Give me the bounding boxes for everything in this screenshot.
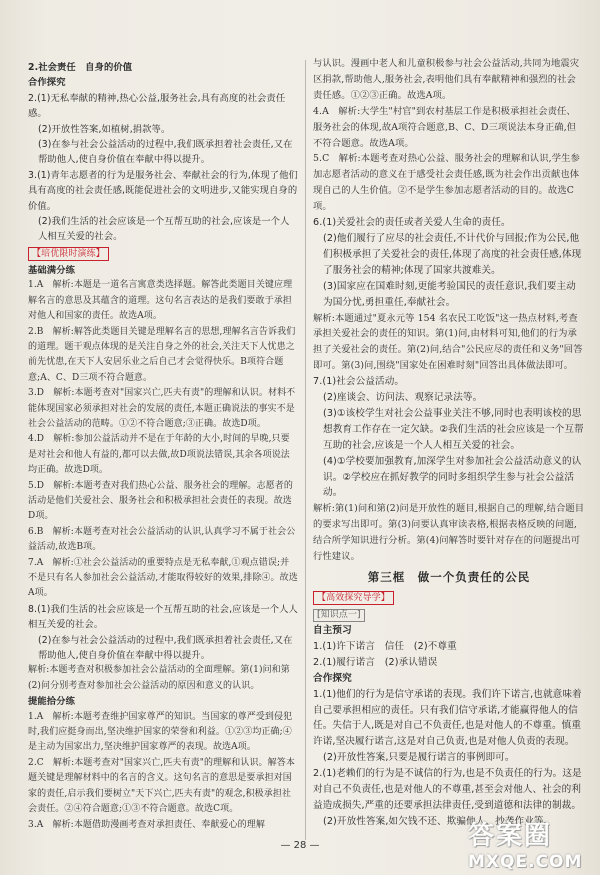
left-paragraph: 2.C 解析:本题考查对"国家兴亡,匹夫有责"的理解和认识。解答本题关键是理解材料中的名言的含义。这句名言的意思是要承担对国家的责任,启示我们要树立"天下兴亡,匹夫有责"的观念,积极承担社会责任。②④符合题意;①③不符合题意。故选C项。	[28, 757, 295, 815]
left-paragraph: 5.D 解析:本题考查对我们热心公益、服务社会的理解。志愿者的活动是他们关爱社会、服务社会和积极承担社会责任的表现。故选D项。	[28, 480, 293, 522]
left-paragraph: 3.A 解析:本题借助漫画考查对承担责任、奉献爱心的理解	[28, 819, 265, 830]
left-paragraph: 1.A 解析:本题是一道名言寓意类选择题。解答此类题目关键应理解名言的意思及其蕴含的道理。这句名言表达的是我们要敢于承担对他人和国家的责任。故选A项。	[28, 280, 293, 322]
left-paragraph: 7.A 解析:①社会公益活动的重要特点是无私奉献,①观点错误;并不是只有名人参加社会公益活动,才能取得较好的效果,排除④。故选A项。	[28, 557, 298, 599]
watermark-line1: 答案圈	[468, 821, 553, 851]
right-paragraph: 解析:第(1)问和第(2)问是开放性的题目,根据自己的理解,结合题目的要求写出即可。第(3)问要认真审读表格,根据表格反映的问题,结合所学知识进行分析。第(4)问解答时要针对存在的问题提出可行性建议。	[313, 503, 585, 563]
left-paragraph: 6.B 解析:本题考查对社会公益活动的认识,认真学习不属于社会公益活动,故选B项。	[28, 526, 296, 553]
right-paragraph: 1.(1)他们的行为是信守承诺的表现。我们许下诺言,也就意味着自己要承担相应的责任。只有我们信守承诺,才能赢得他人的信任。失信于人,既是对自己不负责任,也是对他人的不尊重。慎重许诺,坚决履行诺言,这是对自己负责,也是对他人负责的表现。	[313, 688, 582, 748]
left-paragraph: 3.(1)青年志愿者的行为是服务社会、奉献社会的行为,体现了他们具有高度的社会责任感,既能促进社会的文明进步,又能实现自身的价值。	[28, 169, 298, 212]
left-paragraph: 提能拾分练	[28, 696, 75, 708]
section-banner: 【培优限时演练】	[28, 247, 109, 261]
left-paragraph: 基础满分练	[28, 264, 75, 276]
left-paragraph: (3)在参与社会公益活动的过程中,我们既承担着社会责任,又在帮助他人,使自身价值在奉献中得以提升。	[38, 139, 293, 166]
left-paragraph: 1.A 解析:本题考查维护国家尊严的知识。当国家的尊严受到侵犯时,我们应挺身而出,坚决维护国家的荣誉和利益。①②③均正确;④是主动为国家出力,坚决维护国家尊严的表现。故选A项。	[28, 711, 293, 753]
right-paragraph: 与认识。漫画中老人和儿童积极参与社会公益活动,共同为地震灾区捐款,帮助他人,服务社会,表明他们具有奉献精神和强烈的社会责任感。①②③正确。故选A项。	[313, 58, 580, 101]
right-paragraph: 合作探究	[313, 672, 352, 684]
right-paragraph: (2)他们履行了应尽的社会责任,不计代价与回报;作为公民,他们积极承担了关爱社会的责任,体现了高度的社会责任感,体现了服务社会的精神;体现了国家共渡难关。	[323, 232, 582, 276]
right-paragraph: 1.(1)许下诺言 信任 (2)不尊重	[313, 640, 457, 652]
right-paragraph: (3)①该校学生对社会公益事业关注不够,同时也表明该校的思想教育工作存在一定欠缺。②我们生活的社会应该是一个互帮互助的社会,应该是一个人人相互关爱的社会。	[323, 407, 584, 451]
left-paragraph: (2)开放性答案,如植树,捐款等。	[38, 123, 171, 135]
right-paragraph: 4.A 解析:大学生"村官"到农村基层工作是积极承担社会责任、服务社会的体现,故A项符合题意,B、C、D三项说法本身正确,但不符合题意。故选A项。	[313, 105, 577, 149]
watermark-line2: MXQE.COM	[468, 852, 583, 872]
left-paragraph	[28, 245, 298, 263]
right-paragraph: 2.(1)履行诺言 (2)承认错误	[313, 656, 438, 668]
page-number: — 28 —	[280, 840, 320, 851]
right-paragraph: 5.C 解析:本题考查对热心公益、服务社会的理解和认识,学生参加志愿者活动的意义在于感受社会责任感,既为社会作出贡献也体现自己的人生价值。②不是学生参加志愿者活动的目的。故选C项。	[313, 153, 580, 213]
left-column	[28, 60, 298, 833]
left-paragraph: (2)在参与社会公益活动的过程中,我们既承担着社会责任,又在帮助他人,使自身价值在奉献中得以提升。	[38, 634, 293, 662]
right-paragraph: (2)开放性答案,只要是履行诺言的事例即可。	[323, 752, 515, 764]
knowledge-tag: [知识点一]	[313, 609, 365, 622]
left-paragraph: 合作探究	[28, 77, 66, 89]
left-paragraph: (2)我们生活的社会应该是一个互帮互助的社会,应该是一个人人相互关爱的社会。	[38, 216, 290, 243]
right-paragraph	[313, 589, 585, 607]
right-paragraph: 第三框 做一个负责任的公民	[367, 570, 531, 584]
left-paragraph: 8.(1)我们生活的社会应该是一个互帮互助的社会,应该是一个人人相互关爱的社会。	[28, 603, 298, 631]
right-paragraph: (4)①学校要加强教育,加深学生对参加社会公益活动意义的认识。②学校应在抓好教学的同时多组织学生参与社会公益活动。	[323, 455, 582, 499]
right-paragraph: (2)开放性答案,如欠钱不还、欺骗他人、抄袭作业等。	[323, 815, 554, 827]
right-paragraph: 自主预习	[313, 625, 352, 636]
right-paragraph: (2)座谈会、访问法、观察记录法等。	[323, 392, 483, 404]
section-banner: 【高效探究导学】	[313, 591, 394, 605]
left-paragraph: 解析:本题考查对积极参加社会公益活动的全面理解。第(1)问和第(2)问分别考查对参加社会公益活动的原因和意义的认识。	[28, 665, 290, 691]
left-paragraph: 2.B 解析:解答此类题目关键是理解名言的思想,理解名言告诉我们的道理。题干观点体现的是关注自身之外的社会,关注天下人忧患之前先忧患,在天下人安居乐业之后自己才会觉得快乐。B项符合题意;A、C、D三项不符合题意。	[28, 326, 296, 383]
left-paragraph: 2.(1)无私奉献的精神,热心公益,服务社会,具有高度的社会责任感。	[28, 92, 286, 120]
left-paragraph: 3.D 解析:本题考查对"国家兴亡,匹夫有责"的理解和认识。材料不能体现国家必须承担对社会的发展的责任,本题正确说法的事实不是社会公益活动的范畴。①②不符合题意;③正确。故选D项。	[28, 388, 296, 429]
right-paragraph: 7.(1)社会公益活动。	[313, 376, 405, 388]
right-paragraph: (3)国家应在国难时刻,更能考验国民的责任意识,我们要主动为国分忧,勇担重任,奉献社会。	[323, 280, 576, 308]
left-paragraph: 2.社会责任 自身的价值	[28, 62, 133, 73]
right-paragraph: 2.(1)老赖们的行为是不诚信的行为,也是不负责任的行为。这是对自己不负责任,也是对他人的不尊重,甚至会对他人、社会的利益造成损失,严重的还要承担法律责任,受到道德和法律的制裁。	[313, 768, 582, 811]
left-paragraph: 4.D 解析:参加公益活动并不是在于年龄的大小,时间的早晚,只要是对社会和他人有益的,都可以去做,故D项说法错误,其余各项说法均正确。故选D项。	[28, 434, 290, 476]
right-paragraph: 解析:本题通过"夏永元等 154 名农民工吃饭"这一热点材料,考查承担关爱社会的责任的知识。第(1)问,由材料可知,他们的行为承担了关爱社会的责任。第(2)问,结合"公民应尽的责任和义务"回答即可。第(3)问,围绕"国家处在困难时刻"回答出具体做法即可。	[313, 312, 583, 372]
right-column	[313, 56, 585, 830]
column-divider	[305, 60, 306, 840]
right-paragraph	[313, 607, 585, 623]
watermark-logo	[468, 815, 593, 870]
right-paragraph: 6.(1)关爱社会的责任或者关爱人生命的责任。	[313, 217, 511, 229]
